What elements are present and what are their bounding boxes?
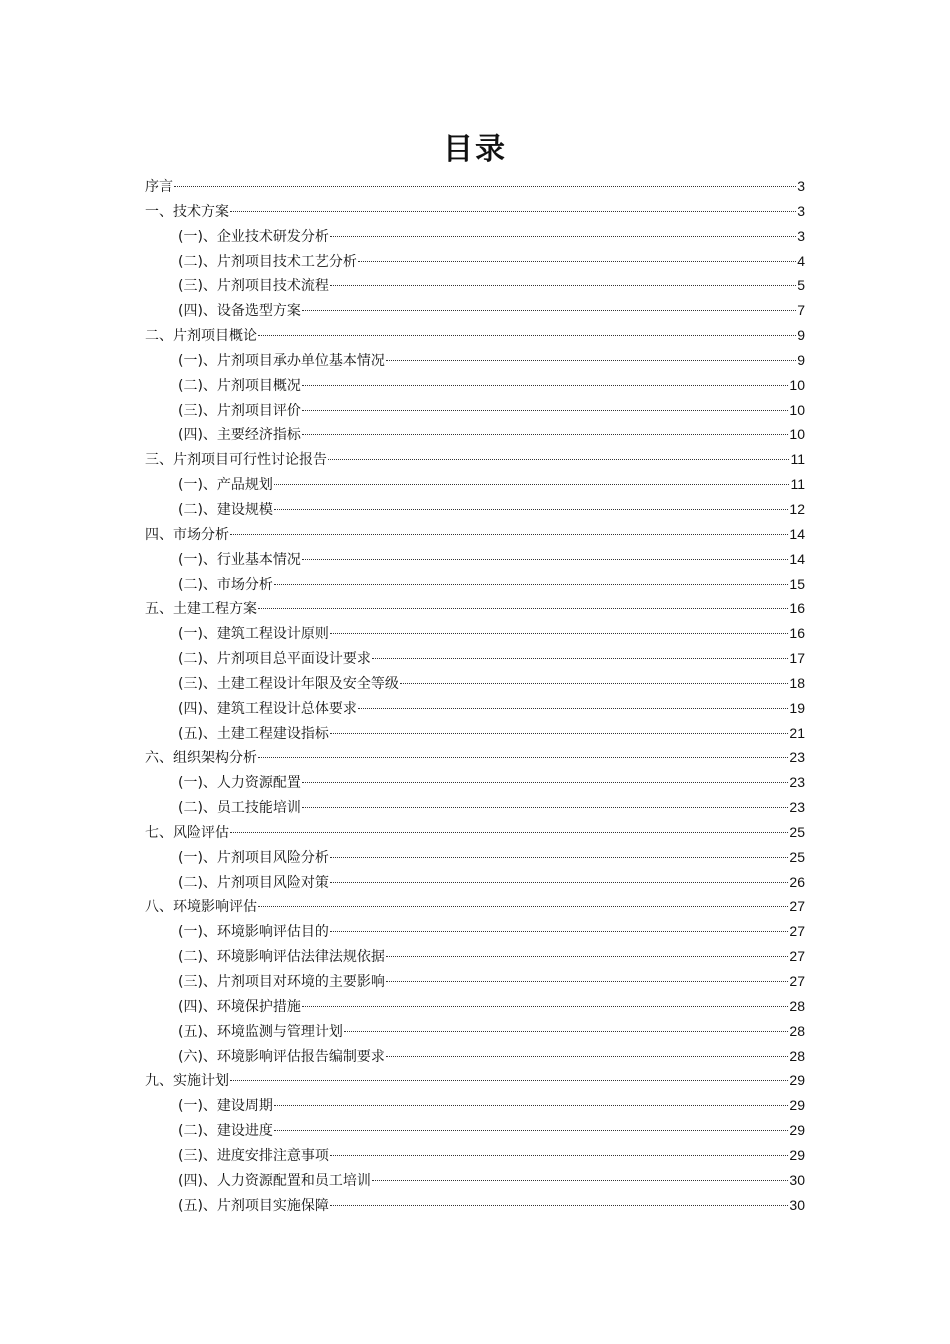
toc-section-entry[interactable] — [145, 596, 805, 621]
toc-page-number: 23 — [789, 799, 805, 816]
toc-entry-label: 八、环境影响评估 — [145, 899, 257, 916]
toc-subsection-entry[interactable] — [145, 1118, 805, 1143]
toc-entry-label: (四)、建筑工程设计总体要求 — [178, 700, 357, 717]
toc-dot-leader — [258, 757, 788, 758]
toc-dot-leader — [274, 484, 790, 485]
toc-entry-label: (三)、土建工程设计年限及安全等级 — [178, 675, 399, 692]
toc-entry-label: (二)、环境影响评估法律法规依据 — [178, 949, 385, 966]
toc-dot-leader — [386, 1056, 788, 1057]
toc-dot-leader — [230, 832, 788, 833]
toc-page-number: 29 — [789, 1122, 805, 1139]
toc-dot-leader — [258, 608, 788, 609]
toc-section-entry[interactable] — [145, 323, 805, 348]
toc-dot-leader — [328, 459, 789, 460]
toc-page-number: 14 — [789, 550, 805, 567]
toc-page-number: 26 — [789, 873, 805, 890]
toc-dot-leader — [274, 1130, 788, 1131]
toc-subsection-entry[interactable] — [145, 919, 805, 944]
toc-page-number: 11 — [790, 451, 805, 468]
toc-entry-label: (一)、建设周期 — [178, 1098, 273, 1115]
toc-page-number: 17 — [789, 650, 805, 667]
toc-entry-label: (一)、人力资源配置 — [178, 775, 301, 792]
toc-page-number: 30 — [789, 1196, 805, 1213]
toc-entry-label: 序言 — [145, 179, 173, 195]
toc-dot-leader — [330, 633, 788, 634]
toc-subsection-entry[interactable] — [145, 1093, 805, 1118]
toc-dot-leader — [330, 733, 788, 734]
toc-page-number: 27 — [789, 948, 805, 965]
toc-page-number: 9 — [797, 327, 805, 344]
toc-entry-label: (三)、片剂项目评价 — [178, 402, 301, 419]
toc-entry-label: (四)、环境保护措施 — [178, 998, 301, 1015]
toc-page-number: 9 — [797, 351, 805, 368]
toc-dot-leader — [372, 1180, 788, 1181]
toc-page-number: 27 — [789, 898, 805, 915]
toc-entry-label: (二)、片剂项目总平面设计要求 — [178, 651, 371, 668]
toc-subsection-entry[interactable] — [145, 472, 805, 497]
toc-subsection-entry[interactable] — [145, 273, 805, 298]
toc-subsection-entry[interactable] — [145, 224, 805, 249]
toc-subsection-entry[interactable] — [145, 795, 805, 820]
toc-dot-leader — [386, 956, 788, 957]
toc-entry-label: (二)、片剂项目风险对策 — [178, 874, 329, 891]
toc-dot-leader — [330, 857, 788, 858]
toc-dot-leader — [258, 906, 788, 907]
toc-subsection-entry[interactable] — [145, 1019, 805, 1044]
toc-dot-leader — [274, 1105, 788, 1106]
toc-entry-label: (一)、片剂项目承办单位基本情况 — [178, 352, 385, 369]
toc-subsection-entry[interactable] — [145, 547, 805, 572]
toc-page-number: 4 — [797, 252, 805, 269]
toc-dot-leader — [330, 285, 796, 286]
toc-entry-label: (二)、建设进度 — [178, 1123, 273, 1140]
toc-page-number: 19 — [789, 699, 805, 716]
toc-subsection-entry[interactable] — [145, 770, 805, 795]
toc-entry-label: 六、组织架构分析 — [145, 750, 257, 767]
toc-entry-label: (一)、行业基本情况 — [178, 551, 301, 568]
toc-page-number: 10 — [789, 401, 805, 418]
toc-dot-leader — [330, 931, 788, 932]
toc-entry-label: (三)、片剂项目对环境的主要影响 — [178, 974, 385, 990]
toc-entry-label: (二)、片剂项目概况 — [178, 377, 301, 394]
toc-entry-label: (一)、建筑工程设计原则 — [178, 626, 329, 643]
toc-page-number: 10 — [789, 426, 805, 443]
toc-dot-leader — [302, 807, 788, 808]
toc-dot-leader — [386, 981, 788, 982]
toc-subsection-entry[interactable] — [145, 721, 805, 746]
toc-dot-leader — [372, 658, 788, 659]
toc-page-number: 11 — [790, 476, 805, 493]
toc-entry-label: 三、片剂项目可行性讨论报告 — [145, 452, 327, 469]
toc-entry-label: (四)、主要经济指标 — [178, 427, 301, 444]
toc-entry-label: (一)、企业技术研发分析 — [178, 228, 329, 245]
toc-dot-leader — [386, 360, 796, 361]
toc-entry-label: (四)、人力资源配置和员工培训 — [178, 1172, 371, 1189]
toc-section-entry[interactable] — [145, 522, 805, 547]
toc-subsection-entry[interactable] — [145, 845, 805, 870]
toc-dot-leader — [302, 1006, 788, 1007]
toc-subsection-entry[interactable] — [145, 422, 805, 447]
toc-subsection-entry[interactable] — [145, 1143, 805, 1168]
toc-page-number: 21 — [789, 724, 805, 741]
toc-dot-leader — [358, 708, 788, 709]
toc-entry-label: (五)、环境监测与管理计划 — [178, 1023, 343, 1040]
toc-entry-label: (一)、产品规划 — [178, 477, 273, 494]
toc-dot-leader — [330, 1205, 788, 1206]
toc-subsection-entry[interactable] — [145, 944, 805, 969]
toc-page-number: 15 — [789, 575, 805, 592]
toc-page-number: 3 — [797, 227, 805, 244]
toc-dot-leader — [302, 410, 788, 411]
toc-page-number: 25 — [789, 848, 805, 865]
toc-page-number: 7 — [797, 302, 805, 319]
toc-dot-leader — [302, 782, 788, 783]
toc-entry-label: 七、风险评估 — [145, 824, 229, 841]
toc-page-number: 5 — [797, 277, 805, 294]
toc-page-number: 29 — [789, 1097, 805, 1114]
toc-section-entry[interactable] — [145, 199, 805, 224]
toc-page-number: 18 — [789, 674, 805, 691]
toc-page-number: 27 — [789, 923, 805, 940]
toc-subsection-entry[interactable] — [145, 298, 805, 323]
toc-page-number: 23 — [789, 774, 805, 791]
toc-entry-label: 四、市场分析 — [145, 526, 229, 543]
toc-subsection-entry[interactable] — [145, 572, 805, 597]
table-of-contents — [145, 174, 805, 1217]
toc-dot-leader — [330, 1155, 788, 1156]
toc-dot-leader — [330, 236, 796, 237]
toc-page-number: 16 — [789, 600, 805, 617]
toc-subsection-entry[interactable] — [145, 870, 805, 895]
toc-dot-leader — [358, 261, 796, 262]
toc-page-number: 16 — [789, 625, 805, 642]
toc-section-entry[interactable] — [145, 1068, 805, 1093]
toc-entry-label: (四)、设备选型方案 — [178, 303, 301, 320]
toc-page-number: 10 — [789, 376, 805, 393]
toc-page-number: 28 — [789, 997, 805, 1014]
toc-subsection-entry[interactable] — [145, 1044, 805, 1069]
toc-dot-leader — [274, 584, 788, 585]
toc-subsection-entry[interactable] — [145, 671, 805, 696]
toc-entry-label: (二)、片剂项目技术工艺分析 — [178, 253, 357, 270]
toc-entry-label: (六)、环境影响评估报告编制要求 — [178, 1048, 385, 1065]
toc-page-number: 3 — [797, 178, 805, 194]
toc-entry-label: (五)、片剂项目实施保障 — [178, 1197, 329, 1214]
toc-subsection-entry[interactable] — [145, 398, 805, 423]
toc-entry-label: (二)、员工技能培训 — [178, 800, 301, 817]
toc-page-number: 12 — [789, 500, 805, 517]
toc-subsection-entry[interactable] — [145, 696, 805, 721]
toc-section-entry[interactable] — [145, 745, 805, 770]
toc-dot-leader — [230, 1080, 788, 1081]
toc-page-number: 28 — [789, 1047, 805, 1064]
toc-entry-label: (二)、建设规模 — [178, 501, 273, 518]
toc-page-number: 28 — [789, 1022, 805, 1039]
toc-entry-label: 九、实施计划 — [145, 1073, 229, 1090]
toc-dot-leader — [302, 310, 796, 311]
toc-dot-leader — [302, 434, 788, 435]
toc-dot-leader — [302, 559, 788, 560]
toc-page-number: 14 — [789, 525, 805, 542]
toc-page-number: 23 — [789, 749, 805, 766]
toc-section-entry[interactable] — [145, 447, 805, 472]
toc-dot-leader — [230, 534, 788, 535]
toc-dot-leader — [344, 1031, 788, 1032]
toc-subsection-entry[interactable] — [145, 621, 805, 646]
toc-page-number: 3 — [797, 202, 805, 219]
toc-entry-label: (一)、环境影响评估目的 — [178, 924, 329, 941]
toc-subsection-entry[interactable] — [145, 497, 805, 522]
toc-section-entry[interactable] — [145, 174, 805, 199]
toc-dot-leader — [330, 882, 788, 883]
toc-subsection-entry[interactable] — [145, 646, 805, 671]
toc-page-number: 27 — [789, 973, 805, 989]
toc-entry-label: (三)、片剂项目技术流程 — [178, 278, 329, 295]
toc-entry-label: 五、土建工程方案 — [145, 601, 257, 618]
toc-entry-label: (三)、进度安排注意事项 — [178, 1147, 329, 1164]
toc-entry-label: (五)、土建工程建设指标 — [178, 725, 329, 742]
toc-subsection-entry[interactable] — [145, 1193, 805, 1218]
toc-dot-leader — [258, 335, 796, 336]
toc-page-number: 29 — [789, 1146, 805, 1163]
toc-entry-label: (二)、市场分析 — [178, 576, 273, 593]
toc-subsection-entry[interactable] — [145, 994, 805, 1019]
toc-subsection-entry[interactable] — [145, 969, 805, 994]
toc-subsection-entry[interactable] — [145, 249, 805, 274]
toc-dot-leader — [274, 509, 788, 510]
toc-dot-leader — [230, 211, 796, 212]
toc-section-entry[interactable] — [145, 820, 805, 845]
toc-subsection-entry[interactable] — [145, 1168, 805, 1193]
toc-entry-label: (一)、片剂项目风险分析 — [178, 849, 329, 866]
toc-page-number: 30 — [789, 1171, 805, 1188]
toc-entry-label: 一、技术方案 — [145, 203, 229, 220]
toc-dot-leader — [174, 186, 796, 187]
toc-section-entry[interactable] — [145, 894, 805, 919]
toc-page-number: 29 — [789, 1072, 805, 1089]
toc-subsection-entry[interactable] — [145, 373, 805, 398]
toc-entry-label: 二、片剂项目概论 — [145, 328, 257, 345]
toc-dot-leader — [400, 683, 788, 684]
toc-page-number: 25 — [789, 823, 805, 840]
page-title: 目录 — [443, 132, 507, 167]
toc-dot-leader — [302, 385, 788, 386]
toc-subsection-entry[interactable] — [145, 348, 805, 373]
